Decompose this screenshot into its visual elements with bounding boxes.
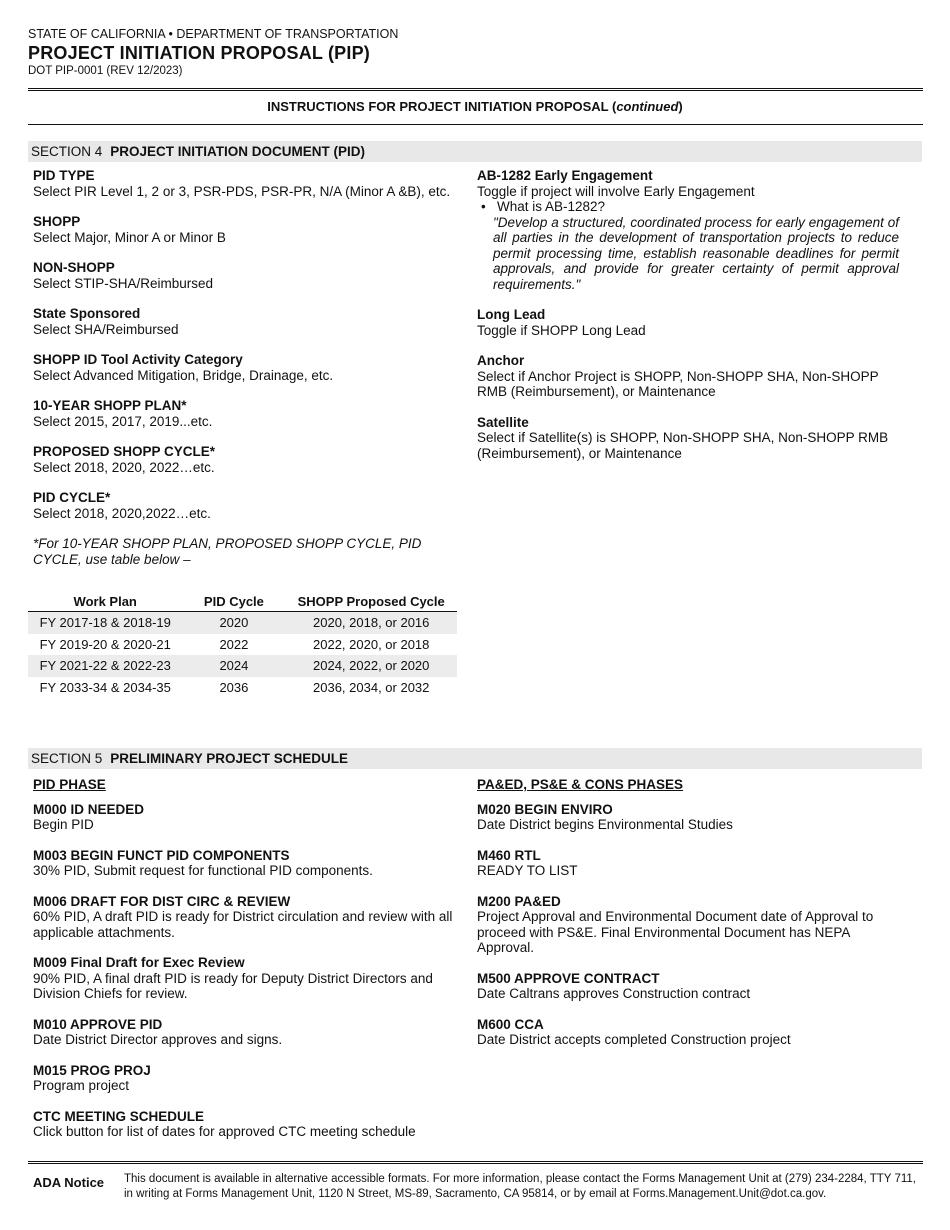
milestone-m000 xyxy=(33,802,453,833)
field-description: Select Major, Minor A or Minor B xyxy=(33,229,226,245)
milestone-heading: M020 BEGIN ENVIRO xyxy=(477,801,613,817)
table-header-row xyxy=(28,591,457,612)
table-cell: 2022 xyxy=(219,636,249,652)
field-proposed-shopp-cycle xyxy=(33,444,453,475)
milestone-description: Date District Director approves and signs. xyxy=(33,1032,283,1047)
milestone-heading: M500 APPROVE CONTRACT xyxy=(477,970,660,986)
section-5-name: PRELIMINARY PROJECT SCHEDULE xyxy=(110,751,349,766)
milestone-description: 30% PID, Submit request for functional PID components. xyxy=(33,863,373,878)
instructions-divider xyxy=(28,124,923,125)
field-description: Toggle if SHOPP Long Lead xyxy=(477,322,646,338)
field-heading: Anchor xyxy=(477,353,525,368)
milestone-m200 xyxy=(477,894,899,956)
section-4-header xyxy=(28,141,922,162)
section-5-left-column xyxy=(33,777,453,1155)
milestone-heading: M015 PROG PROJ xyxy=(33,1062,151,1078)
field-heading: State Sponsored xyxy=(33,306,141,321)
field-heading: PROPOSED SHOPP CYCLE* xyxy=(33,444,216,459)
section-4-left-column xyxy=(33,168,453,567)
form-header xyxy=(28,27,922,79)
milestone-heading: M000 ID NEEDED xyxy=(33,801,145,817)
field-description: Select PIR Level 1, 2 or 3, PSR-PDS, PSR-PR, N/A (Minor A &B), etc. xyxy=(33,183,451,199)
field-heading: AB-1282 Early Engagement xyxy=(477,168,653,183)
field-description: Select Advanced Mitigation, Bridge, Drainage, etc. xyxy=(33,367,334,383)
field-description: Toggle if project will involve Early Engagement xyxy=(477,183,755,199)
field-heading: Long Lead xyxy=(477,307,546,322)
work-plan-table xyxy=(28,591,457,698)
table-row xyxy=(28,634,457,656)
milestone-heading: M006 DRAFT FOR DIST CIRC & REVIEW xyxy=(33,893,291,909)
table-row xyxy=(28,612,457,634)
column-header-work-plan: Work Plan xyxy=(28,591,182,612)
instructions-title-end: ) xyxy=(678,99,683,114)
field-heading: PID TYPE xyxy=(33,168,95,183)
milestone-description: Date Caltrans approves Construction contract xyxy=(477,986,751,1001)
milestone-heading: M010 APPROVE PID xyxy=(33,1016,163,1032)
ab-1282-quote: "Develop a structured, coordinated process for early engagement of all parties in the development of transportation projects to reduce permit processing time, establish reasonable deadlines for permit approvals, and provide for greater certainty of permit approval requirements." xyxy=(493,214,899,292)
field-heading: SHOPP xyxy=(33,214,81,229)
field-heading: NON-SHOPP xyxy=(33,260,115,275)
form-number: DOT PIP-0001 (REV 12/2023) xyxy=(28,65,183,77)
milestone-m460 xyxy=(477,848,899,879)
header-divider xyxy=(28,88,923,91)
bullet-text: What is AB-1282? xyxy=(496,199,606,214)
section-5-right-column xyxy=(477,777,899,1063)
field-pid-cycle xyxy=(33,490,453,521)
field-description: Select 2018, 2020,2022…etc. xyxy=(33,505,211,521)
instructions-title-main: INSTRUCTIONS FOR PROJECT INITIATION PROPOSAL ( xyxy=(267,99,617,114)
milestone-description: Date District accepts completed Construction project xyxy=(477,1032,791,1047)
ada-notice-label: ADA Notice xyxy=(33,1175,105,1190)
milestone-description: 60% PID, A draft PID is ready for District circulation and review with all applicable attachments. xyxy=(33,909,453,940)
column-header-shopp-proposed-cycle: SHOPP Proposed Cycle xyxy=(285,591,457,612)
paed-pse-cons-phases-heading: PA&ED, PS&E & CONS PHASES xyxy=(477,777,684,792)
milestone-heading: CTC MEETING SCHEDULE xyxy=(33,1108,205,1124)
section-4-right-column xyxy=(477,168,899,476)
milestone-description: Click button for list of dates for approved CTC meeting schedule xyxy=(33,1124,416,1139)
column-header-pid-cycle: PID Cycle xyxy=(182,591,285,612)
field-anchor xyxy=(477,353,899,400)
table-cell: 2024 xyxy=(182,655,285,677)
field-description: Select STIP-SHA/Reimbursed xyxy=(33,275,214,291)
field-shopp-id-tool-activity-category xyxy=(33,352,453,383)
ctc-meeting-schedule xyxy=(33,1109,453,1140)
field-heading: Satellite xyxy=(477,414,529,430)
field-heading: SHOPP ID Tool Activity Category xyxy=(33,352,243,367)
table-cell: 2036 xyxy=(219,679,249,695)
milestone-description: READY TO LIST xyxy=(477,863,578,878)
milestone-heading: M600 CCA xyxy=(477,1016,544,1032)
section-5-number: SECTION 5 xyxy=(31,751,103,766)
table-cell: FY 2021-22 & 2022-23 xyxy=(28,655,182,677)
field-heading: PID CYCLE* xyxy=(33,490,111,505)
field-description: Select if Satellite(s) is SHOPP, Non-SHOPP SHA, Non-SHOPP RMB (Reimbursement), or Maintenance xyxy=(477,430,889,461)
milestone-m600 xyxy=(477,1017,899,1048)
milestone-m009 xyxy=(33,955,453,1002)
table-cell: FY 2017-18 & 2018-19 xyxy=(28,612,182,634)
instructions-title xyxy=(28,99,922,114)
milestone-heading: M460 RTL xyxy=(477,847,541,863)
milestone-description: 90% PID, A final draft PID is ready for Deputy District Directors and Division Chiefs for review. xyxy=(33,970,433,1001)
table-cell: 2020, 2018, or 2016 xyxy=(285,612,457,634)
field-description: Select if Anchor Project is SHOPP, Non-SHOPP SHA, Non-SHOPP RMB (Reimbursement), or Maintenance xyxy=(477,368,879,399)
table-cell: 2024, 2022, or 2020 xyxy=(285,655,457,677)
field-10-year-shopp-plan xyxy=(33,398,453,429)
bullet-icon: • xyxy=(481,199,497,214)
milestone-description: Begin PID xyxy=(33,817,94,832)
milestone-m010 xyxy=(33,1017,453,1048)
field-heading: 10-YEAR SHOPP PLAN* xyxy=(33,398,187,413)
field-long-lead xyxy=(477,307,899,338)
field-non-shopp xyxy=(33,260,453,291)
ada-notice-text: This document is available in alternative accessible formats. For more information, please contact the Forms Management Unit at (279) 234-2284, TTY 711, in writing at Forms Management Unit, 1120 N Street, MS-89, Sacramento, CA 95814, or by email at Forms.Management.Unit@dot.ca.gov. xyxy=(124,1173,916,1200)
table-cell: FY 2033-34 & 2034-35 xyxy=(39,679,171,695)
table-row xyxy=(28,677,457,699)
agency-line: STATE OF CALIFORNIA • DEPARTMENT OF TRANSPORTATION xyxy=(28,27,399,41)
table-cell: 2036, 2034, or 2032 xyxy=(313,679,430,695)
table-cell: 2020 xyxy=(182,612,285,634)
milestone-m015 xyxy=(33,1063,453,1094)
milestone-heading: M003 BEGIN FUNCT PID COMPONENTS xyxy=(33,847,290,863)
section-5-header xyxy=(28,748,922,769)
field-description: Select 2018, 2020, 2022…etc. xyxy=(33,459,215,475)
section-4-name: PROJECT INITIATION DOCUMENT (PID) xyxy=(110,144,366,159)
ab-1282-bullet xyxy=(481,199,899,215)
field-satellite xyxy=(477,415,899,462)
milestone-description: Project Approval and Environmental Document date of Approval to proceed with PS&E. Final Environmental Document has NEPA Approval. xyxy=(477,909,874,955)
milestone-description: Date District begins Environmental Studies xyxy=(477,817,733,832)
milestone-m020 xyxy=(477,802,899,833)
milestone-m500 xyxy=(477,971,899,1002)
pid-phase-heading: PID PHASE xyxy=(33,777,106,792)
milestone-description: Program project xyxy=(33,1078,130,1093)
field-description: Select 2015, 2017, 2019...etc. xyxy=(33,413,213,429)
table-cell: FY 2019-20 & 2020-21 xyxy=(39,636,171,652)
footer-divider xyxy=(28,1161,923,1164)
milestone-m006 xyxy=(33,894,453,941)
field-ab-1282 xyxy=(477,168,899,292)
field-state-sponsored xyxy=(33,306,453,337)
form-title: PROJECT INITIATION PROPOSAL (PIP) xyxy=(28,43,370,63)
table-note: *For 10-YEAR SHOPP PLAN, PROPOSED SHOPP CYCLE, PID CYCLE, use table below – xyxy=(33,536,422,567)
milestone-heading: M009 Final Draft for Exec Review xyxy=(33,955,245,970)
instructions-title-continued: continued xyxy=(616,99,679,114)
milestone-heading: M200 PA&ED xyxy=(477,893,561,909)
field-shopp xyxy=(33,214,453,245)
field-pid-type xyxy=(33,168,453,199)
section-4-number: SECTION 4 xyxy=(31,144,103,159)
field-description: Select SHA/Reimbursed xyxy=(33,321,179,337)
milestone-m003 xyxy=(33,848,453,879)
table-row xyxy=(28,655,457,677)
table-cell: 2022, 2020, or 2018 xyxy=(313,636,430,652)
